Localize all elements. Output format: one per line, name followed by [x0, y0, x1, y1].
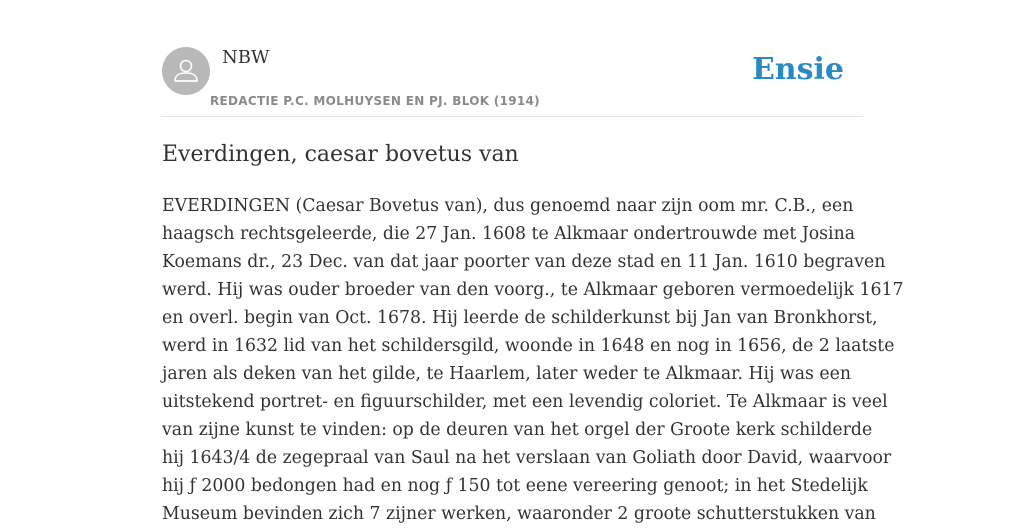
article-line: EVERDINGEN (Caesar Bovetus van), dus genoemd naar zijn oom mr. C.B., een — [162, 196, 854, 216]
article-line: uitstekend portret- en figuurschilder, met een levendig coloriet. Te Alkmaar is veel — [162, 392, 888, 412]
source-name[interactable]: NBW — [222, 47, 270, 68]
article-body — [162, 192, 904, 528]
user-icon — [162, 47, 210, 95]
article-line: en overl. begin van Oct. 1678. Hij leerde de schilderkunst bij Jan van Bronkhorst, — [162, 308, 878, 328]
article-line: werd in 1632 lid van het schildersgild, woonde in 1648 en nog in 1656, de 2 laatste — [162, 336, 895, 356]
article-line: werd. Hij was ouder broeder van den voorg., te Alkmaar geboren vermoedelijk 1617 — [162, 280, 904, 300]
article-line: hij 1643/4 de zegepraal van Saul na het verslaan van Goliath door David, waarvoor — [162, 448, 892, 468]
article-line: Museum bevinden zich 7 zijner werken, waaronder 2 groote schutterstukken van — [162, 504, 876, 524]
ensie-logo[interactable]: Ensie — [751, 52, 844, 87]
article-line: van zijne kunst te vinden: op de deuren van het orgel der Groote kerk schilderde — [162, 420, 873, 440]
source-subtitle: REDACTIE P.C. MOLHUYSEN EN PJ. BLOK (1914) — [210, 94, 540, 108]
article-line: Koemans dr., 23 Dec. van dat jaar poorter van deze stad en 11 Jan. 1610 begraven — [162, 252, 886, 272]
article-line: haagsch rechtsgeleerde, die 27 Jan. 1608 te Alkmaar ondertrouwde met Josina — [162, 224, 855, 244]
article-line: jaren als deken van het gilde, te Haarlem, later weder te Alkmaar. Hij was een — [162, 364, 851, 384]
article-title: Everdingen, caesar bovetus van — [162, 142, 519, 167]
avatar[interactable] — [162, 47, 210, 95]
source-header — [162, 0, 862, 117]
article-line: hij ƒ 2000 bedongen had en nog ƒ 150 tot eene vereering genoot; in het Stedelijk — [162, 476, 868, 496]
